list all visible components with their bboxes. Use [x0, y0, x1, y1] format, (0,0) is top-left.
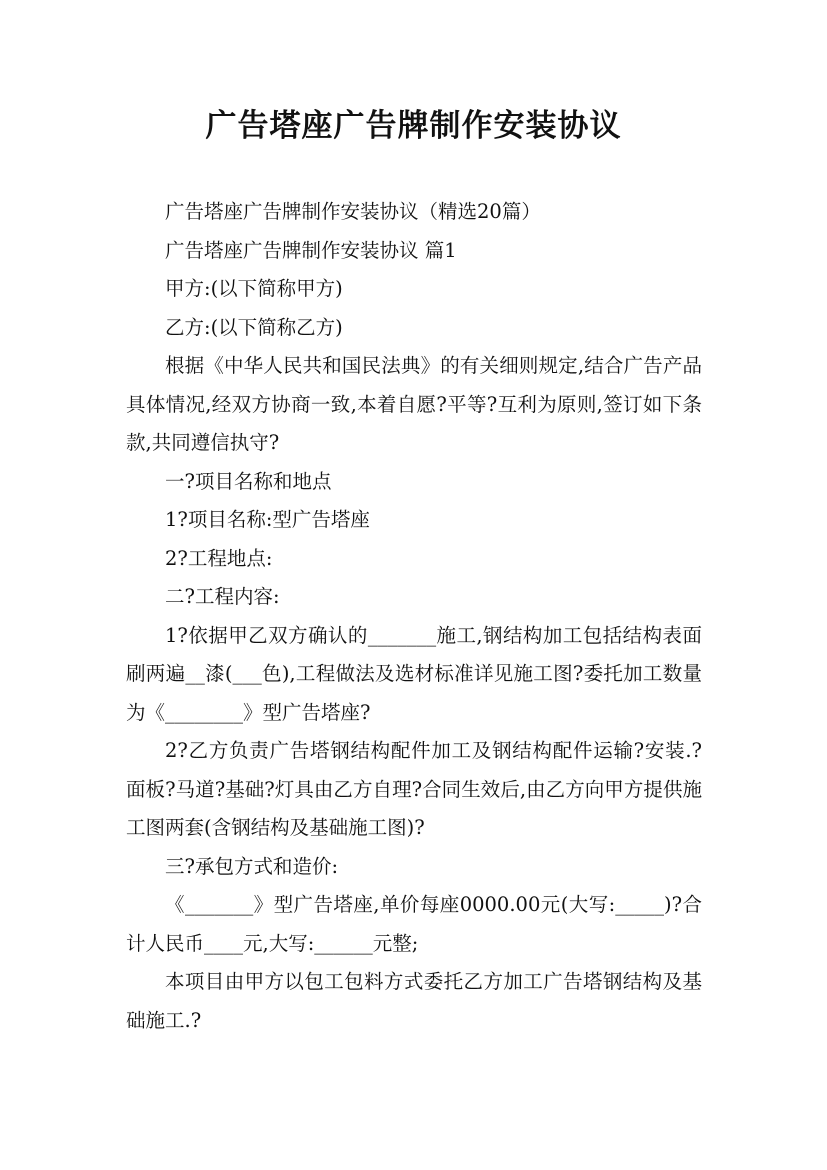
paragraph: 二?工程内容:	[165, 585, 280, 608]
paragraph: 乙方:(以下简称乙方)	[165, 315, 343, 339]
paragraph: 本项目由甲方以包工包料方式委托乙方加工广告塔钢结构及基础施工.?	[126, 970, 702, 1032]
paragraph: 2?工程地点:	[165, 546, 273, 570]
paragraph: 《_______》型广告塔座,单价每座0000.00元(大写:_____)?合计人民币____元,大写:______元整;	[126, 893, 702, 955]
document-body	[126, 193, 702, 1040]
paragraph: 1?项目名称:型广告塔座	[165, 508, 370, 531]
paragraph: 1?依据甲乙双方确认的_______施工,钢结构加工包括结构表面刷两遍__漆(___色),工程做法及选材标准详见施工图?委托加工数量为《________》型广告塔座?	[126, 623, 702, 724]
paragraph: 广告塔座广告牌制作安装协议（精选20篇）	[165, 200, 541, 223]
paragraph: 2?乙方负责广告塔钢结构配件加工及钢结构配件运输?安装.?面板?马道?基础?灯具由乙方自理?合同生效后,由乙方向甲方提供施工图两套(含钢结构及基础施工图)?	[126, 739, 702, 839]
paragraph: 三?承包方式和造价:	[165, 854, 339, 878]
paragraph: 甲方:(以下简称甲方)	[165, 277, 343, 300]
paragraph: 根据《中华人民共和国民法典》的有关细则规定,结合广告产品具体情况,经双方协商一致,本着自愿?平等?互利为原则,签订如下条款,共同遵信执守?	[126, 354, 702, 454]
document-title: 广告塔座广告牌制作安装协议	[205, 108, 622, 144]
paragraph: 一?项目名称和地点	[165, 469, 332, 493]
paragraph: 广告塔座广告牌制作安装协议 篇1	[165, 238, 457, 262]
